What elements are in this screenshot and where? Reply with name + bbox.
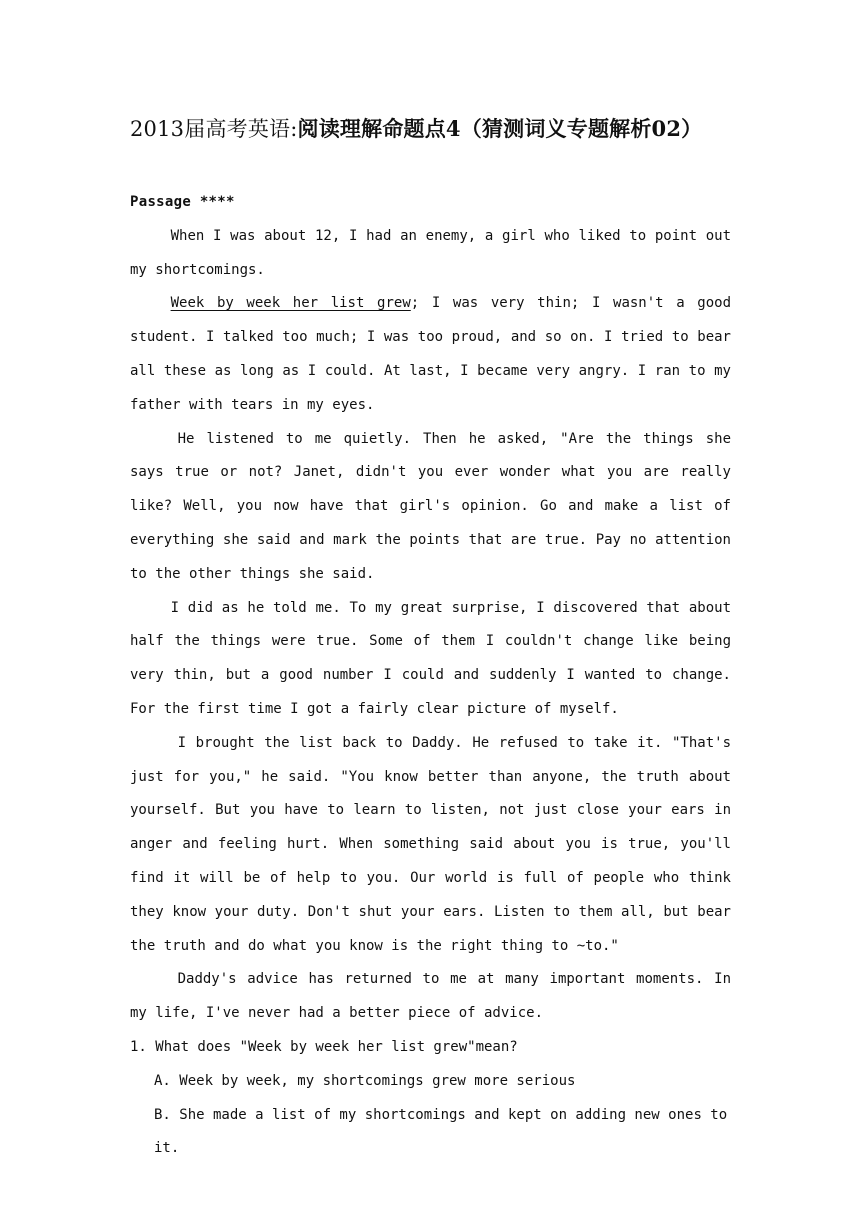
paragraph-2-rest: ; I was very thin; I wasn't a good student. I talked too much; I was too proud, and so on. I tried to bear all these as long as I could. At last, I became very angry. I ran to my father with tears in my eyes. [130,295,732,413]
passage-label: Passage **** [130,194,235,210]
question-1-option-a: A. Week by week, my shortcomings grew more serious [154,1072,576,1089]
question-1-option-b: B. She made a list of my shortcomings and kept on adding new ones to it. [154,1106,728,1157]
document-title [130,114,770,144]
question-1-prompt: 1. What does "Week by week her list grew"mean? [130,1038,518,1055]
paragraph-4: I did as he told me. To my great surprise, I discovered that about half the things were true. Some of them I couldn't change like being very thin, but a good number I could and suddenly I wanted to change. For the first time I got a fairly clear picture of myself. [130,599,731,717]
paragraph-2 [130,287,731,422]
paragraph-3: He listened to me quietly. Then he asked, "Are the things she says true or not? Janet, didn't you ever wonder what you are really like? Well, you now have that girl's opinion. Go and make a list of everything she said and mark the points that are true. Pay no attention to the other things she said. [130,430,731,582]
title-bold-part: 阅读理解命题点4（猜测词义专题解析02） [297,116,703,141]
paragraph-1: When I was about 12, I had an enemy, a girl who liked to point out my shortcomings. [130,227,731,278]
paragraph-6: Daddy's advice has returned to me at many important moments. In my life, I've never had a better piece of advice. [130,971,731,1022]
title-prefix: 2013届高考英语: [130,117,298,141]
paragraph-5: I brought the list back to Daddy. He refused to take it. "That's just for you," he said. "You know better than anyone, the truth about yourself. But you have to learn to listen, not just close your ears in anger and feeling hurt. When something said about you is true, you'll find it will be of help to you. Our world is full of people who think they know your duty. Don't shut your ears. Listen to them all, but bear the truth and do what you know is the right thing to ~to." [130,734,731,954]
underlined-phrase: Week by week her list grew [170,295,411,312]
passage-content [130,186,731,1166]
